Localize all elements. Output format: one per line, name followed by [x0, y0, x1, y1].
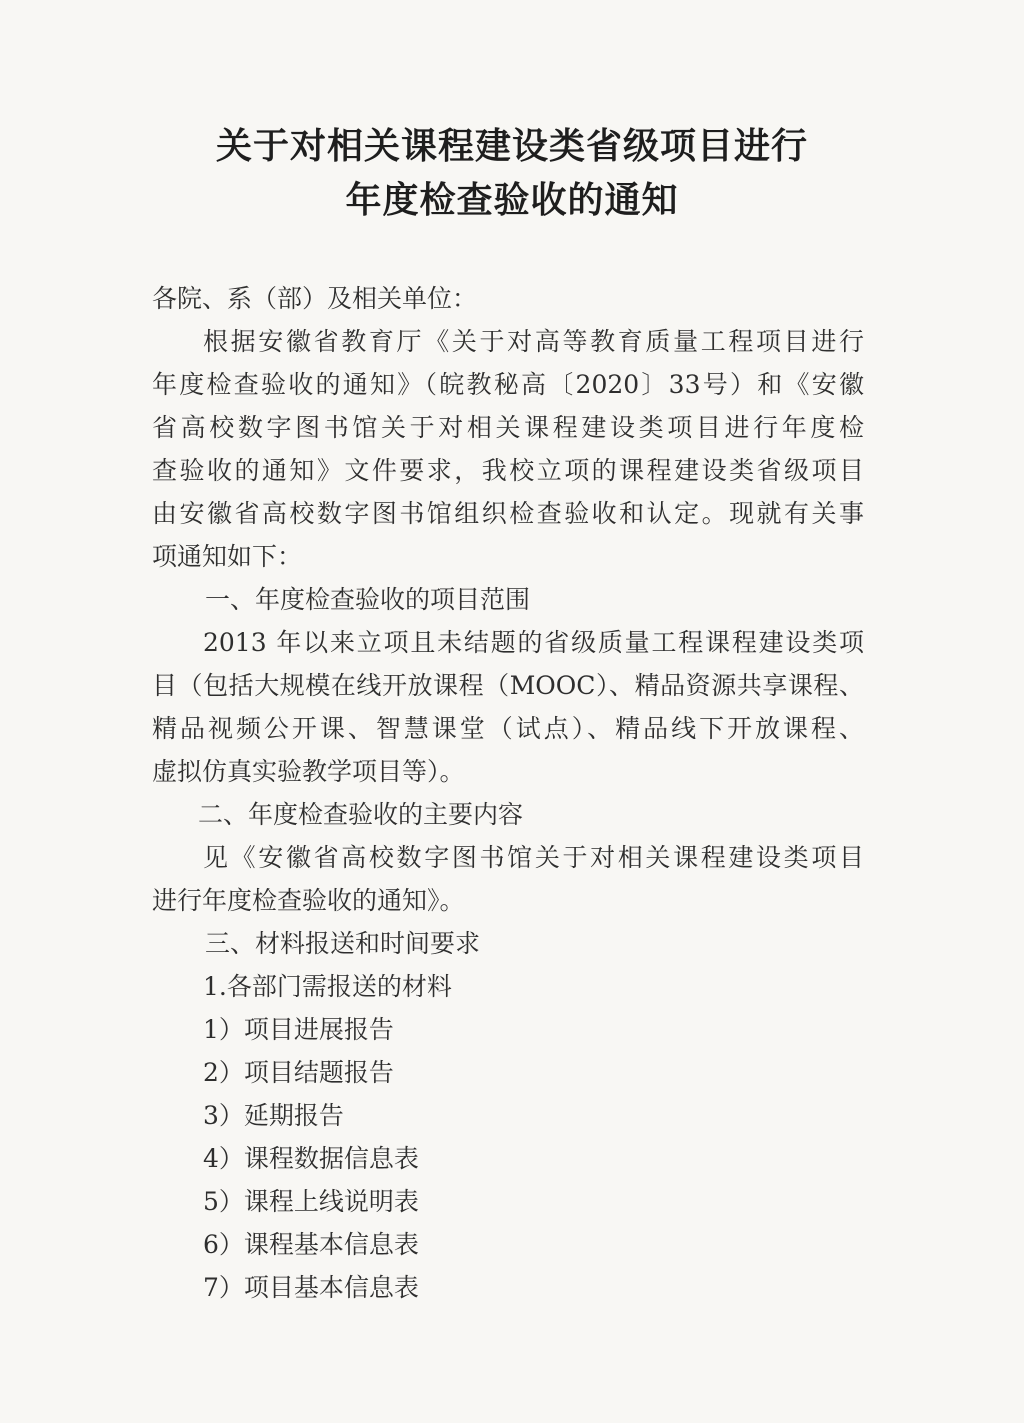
list-item: 5）课程上线说明表: [203, 1187, 419, 1216]
intro-line: 由安徽省高校数字图书馆组织检查验收和认定。现就有关事: [152, 499, 864, 528]
section-subheading: 1.各部门需报送的材料: [203, 972, 452, 1001]
list-item: 7）项目基本信息表: [203, 1273, 419, 1302]
list-item: 3）延期报告: [203, 1101, 344, 1130]
intro-line: 查验收的通知》文件要求，我校立项的课程建设类省级项目: [152, 456, 864, 485]
salutation: 各院、系（部）及相关单位：: [152, 284, 478, 313]
section-body-line: 精品视频公开课、智慧课堂（试点）、精品线下开放课程、: [152, 714, 864, 743]
list-item: 2）项目结题报告: [203, 1058, 394, 1087]
document-title-line-1: 关于对相关课程建设类省级项目进行: [215, 125, 808, 167]
section-body-line: 虚拟仿真实验教学项目等）。: [152, 757, 465, 786]
section-heading: 一、年度检查验收的项目范围: [205, 585, 531, 614]
list-item: 1）项目进展报告: [203, 1015, 394, 1044]
intro-line: 年度检查验收的通知》（皖教秘高〔2020〕33号）和《安徽: [152, 370, 864, 399]
section-heading: 二、年度检查验收的主要内容: [198, 800, 524, 829]
document-title-line-2: 年度检查验收的通知: [345, 179, 679, 221]
section-body-line: 见《安徽省高校数字图书馆关于对相关课程建设类项目: [203, 843, 864, 872]
list-item: 6）课程基本信息表: [203, 1230, 419, 1259]
intro-line: 根据安徽省教育厅《关于对高等教育质量工程项目进行: [203, 327, 864, 356]
list-item: 4）课程数据信息表: [203, 1144, 419, 1173]
intro-line: 省高校数字图书馆关于对相关课程建设类项目进行年度检: [152, 413, 864, 442]
section-body-line: 目（包括大规模在线开放课程（MOOC）、精品资源共享课程、: [152, 671, 864, 700]
section-heading: 三、材料报送和时间要求: [205, 929, 481, 958]
section-body-line: 进行年度检查验收的通知》。: [152, 886, 465, 915]
section-body-line: 2013 年以来立项且未结题的省级质量工程课程建设类项: [203, 628, 864, 657]
intro-line: 项通知如下：: [152, 542, 303, 571]
